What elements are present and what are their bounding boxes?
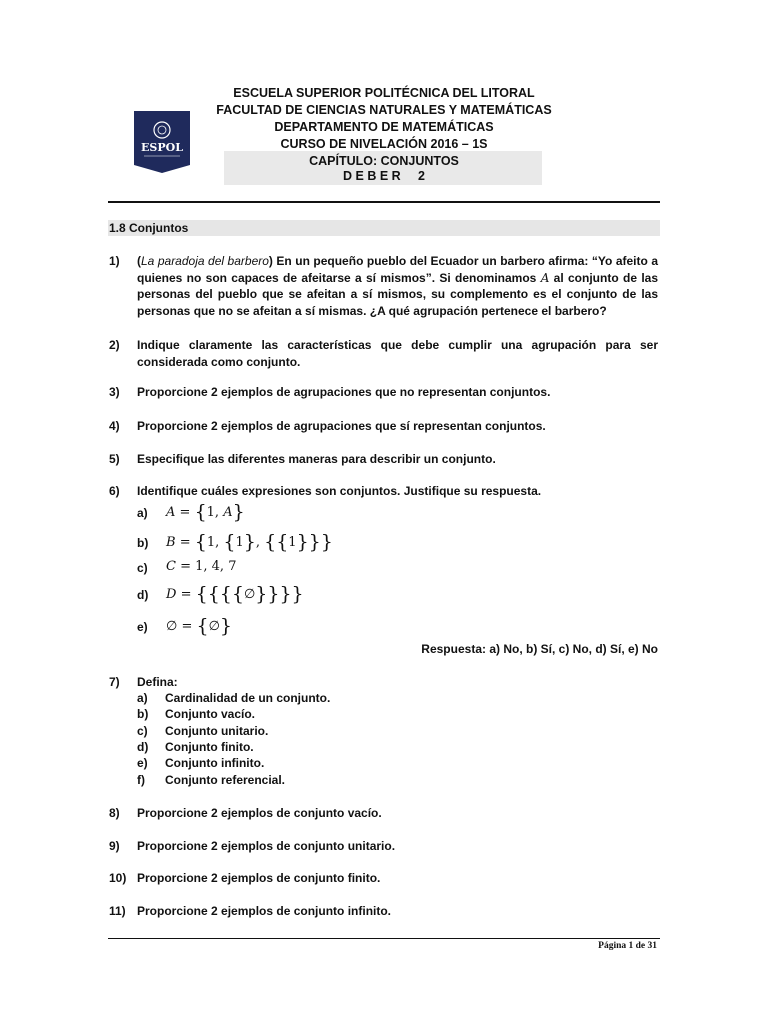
- q6-item-e-label: e): [137, 620, 148, 634]
- q4-number: 4): [109, 419, 120, 433]
- q7-number: 7): [109, 675, 120, 689]
- q6-item-a-label: a): [137, 506, 148, 520]
- q10-text: Proporcione 2 ejemplos de conjunto finito.: [137, 871, 381, 885]
- q7-item-b-text: Conjunto vacío.: [165, 707, 255, 721]
- logo-text: ESPOL: [141, 141, 183, 154]
- q7-item-f-text: Conjunto referencial.: [165, 773, 286, 787]
- q1-italic: La paradoja del barbero: [141, 254, 269, 268]
- q6-item-b-label: b): [137, 536, 149, 550]
- q11-text: Proporcione 2 ejemplos de conjunto infinito.: [137, 904, 392, 918]
- q3-number: 3): [109, 385, 120, 399]
- q7-item-f-label: f): [137, 773, 145, 787]
- q1-text: (La paradoja del barbero) En un pequeño pueblo del Ecuador un barbero afirma: “Yo afeito a quienes no son capaces de afeitarse a sí mismos”. Si denominamos A al conjunto de las personas del pueblo que se afeitan a sí mismos, su complemento es el conjunto de las personas que no se afeitan a sí mismas. ¿A qué agrupación pertenece el barbero?: [137, 254, 658, 318]
- q9-text: Proporcione 2 ejemplos de conjunto unitario.: [137, 839, 396, 853]
- q6-item-a-expr: A = {1, A}: [166, 501, 245, 523]
- q2-text: Indique claramente las características que debe cumplir una agrupación para ser considerada como conjunto.: [137, 338, 658, 369]
- q2-number: 2): [109, 338, 120, 352]
- q6-answer: Respuesta: a) No, b) Sí, c) No, d) Sí, e) No: [421, 642, 658, 656]
- q7-item-c-text: Conjunto unitario.: [165, 724, 269, 738]
- q7-item-b-label: b): [137, 707, 149, 721]
- section-title: 1.8 Conjuntos: [108, 220, 660, 236]
- faculty-name: FACULTAD DE CIENCIAS NATURALES Y MATEMÁTICAS: [216, 103, 552, 117]
- course-name: CURSO DE NIVELACIÓN 2016 – 1S: [280, 137, 488, 151]
- q7-item-c-label: c): [137, 724, 148, 738]
- homework-title: D E B E R 2: [343, 169, 425, 183]
- q3-text: Proporcione 2 ejemplos de agrupaciones que no representan conjuntos.: [137, 385, 551, 399]
- footer-rule: [108, 938, 660, 939]
- q1-number: 1): [109, 254, 120, 268]
- institution-name: ESCUELA SUPERIOR POLITÉCNICA DEL LITORAL: [233, 86, 535, 100]
- q5-text: Especifique las diferentes maneras para describir un conjunto.: [137, 452, 496, 466]
- q1-text-b: al conjunto de las personas del pueblo que se afeitan a sí mismos, su complemento es el conjunto de las personas que no se afeitan a sí mismas. ¿A qué agrupación pertenece el barbero?: [137, 270, 658, 318]
- q10-number: 10): [109, 871, 127, 885]
- q1-text-a: ) En un pequeño pueblo del Ecuador un barbero afirma: “Yo afeito a quienes no son capaces de afeitarse a sí mismos”. Si denominamos: [137, 254, 658, 285]
- q8-number: 8): [109, 806, 120, 820]
- q6-item-d-expr: D = {{{{∅}}}}: [166, 583, 304, 605]
- q7-text: Defina:: [137, 675, 178, 689]
- q1-var: A: [540, 270, 550, 285]
- q6-item-c-label: c): [137, 561, 148, 575]
- q6-item-e-expr: ∅ = {∅}: [166, 615, 233, 637]
- page-number: Página 1 de 31: [598, 941, 657, 951]
- q7-item-a-text: Cardinalidad de un conjunto.: [165, 691, 331, 705]
- q5-number: 5): [109, 452, 120, 466]
- q6-text: Identifique cuáles expresiones son conjuntos. Justifique su respuesta.: [137, 484, 542, 498]
- q11-number: 11): [109, 904, 126, 918]
- chapter-title: CAPÍTULO: CONJUNTOS: [309, 154, 459, 168]
- department-name: DEPARTAMENTO DE MATEMÁTICAS: [274, 120, 494, 134]
- q6-number: 6): [109, 484, 120, 498]
- q7-item-e-text: Conjunto infinito.: [165, 756, 265, 770]
- q4-text: Proporcione 2 ejemplos de agrupaciones que sí representan conjuntos.: [137, 419, 546, 433]
- q7-item-a-label: a): [137, 691, 148, 705]
- q8-text: Proporcione 2 ejemplos de conjunto vacío.: [137, 806, 382, 820]
- q6-item-b-expr: B = {1, {1}, {{1}}}: [166, 531, 333, 553]
- header-rule: [108, 201, 660, 203]
- q9-number: 9): [109, 839, 120, 853]
- q6-item-d-label: d): [137, 588, 149, 602]
- q6-item-c-expr: C = 1, 4, 7: [166, 559, 237, 574]
- q7-item-d-label: d): [137, 740, 149, 754]
- q7-item-e-label: e): [137, 756, 148, 770]
- q7-item-d-text: Conjunto finito.: [165, 740, 254, 754]
